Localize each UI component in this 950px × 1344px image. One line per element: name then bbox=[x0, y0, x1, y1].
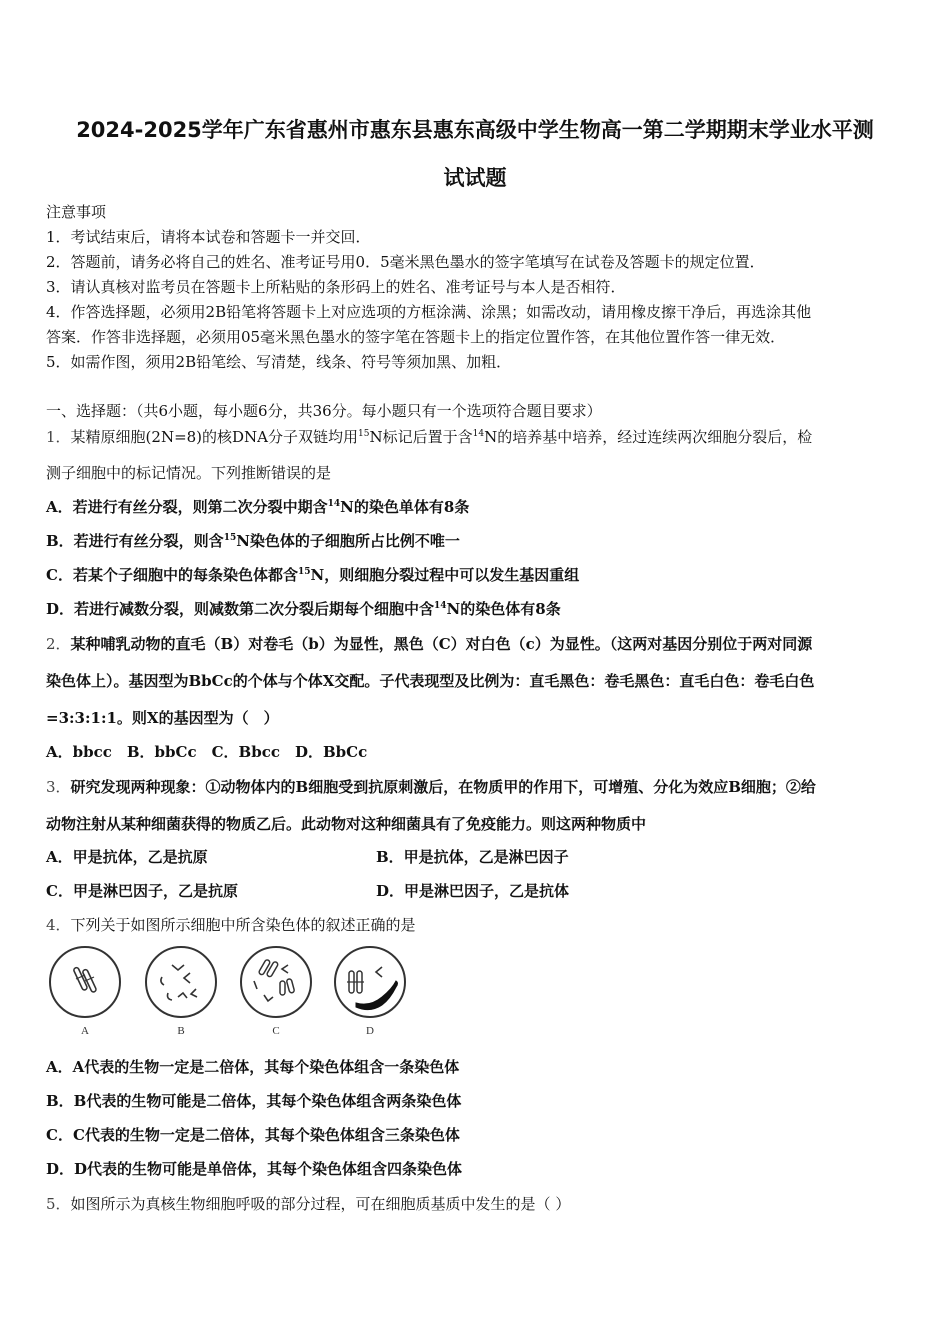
q1-sup-14: 14 bbox=[472, 429, 485, 439]
cell-label-b: B bbox=[177, 1025, 185, 1037]
q1-opt-b-part-b: N染色体的子细胞所占比例不唯一 bbox=[236, 532, 460, 550]
question-5-stem bbox=[46, 1195, 570, 1213]
cell-c bbox=[241, 947, 311, 1017]
notice-item-5: 5．如需作图，须用2B铅笔绘、写清楚，线条、符号等须加黑、加粗． bbox=[46, 353, 512, 371]
question-3-number: 3． bbox=[46, 778, 71, 796]
q2-line-1-text: 某种哺乳动物的直毛（B）对卷毛（b）为显性，黑色（C）对白色（c）为显性。（这两对基因分别位于两对同源 bbox=[70, 635, 813, 653]
q1-opt-c-part-a: C．若某个子细胞中的每条染色体都含 bbox=[46, 566, 298, 584]
question-1-option-d bbox=[46, 600, 561, 618]
question-1-number: 1． bbox=[46, 428, 71, 446]
question-3-line-2: 动物注射从某种细菌获得的物质乙后。此动物对这种细菌具有了免疫能力。则这两种物质中 bbox=[46, 815, 647, 833]
cell-b bbox=[146, 947, 216, 1017]
notice-item-1: 1．考试结束后，请将本试卷和答题卡一并交回． bbox=[46, 228, 371, 246]
question-2-line-3: =3:3:1:1。则X的基因型为（ ） bbox=[46, 709, 279, 727]
q1-sup-15: 15 bbox=[358, 429, 370, 439]
question-4-number: 4． bbox=[46, 916, 71, 934]
q1-opt-a-part-a: A．若进行有丝分裂，则第二次分裂中期含 bbox=[46, 498, 328, 516]
q5-stem-text: 如图所示为真核生物细胞呼吸的部分过程，可在细胞质基质中发生的是（ ） bbox=[70, 1195, 571, 1213]
question-3-option-c: C．甲是淋巴因子，乙是抗原 bbox=[46, 882, 238, 900]
q1-opt-c-part-b: N，则细胞分裂过程中可以发生基因重组 bbox=[310, 566, 580, 584]
notice-heading: 注意事项 bbox=[46, 203, 107, 221]
question-5-number: 5． bbox=[46, 1195, 71, 1213]
q3-line-1-text: 研究发现两种现象：①动物体内的B细胞受到抗原刺激后，在物质甲的作用下，可增殖、分化为效应B细胞；②给 bbox=[70, 778, 816, 796]
q1-stem-part-a: 某精原细胞(2N=8)的核DNA分子双链均用 bbox=[70, 428, 359, 446]
section-heading: 一、选择题：（共6小题，每小题6分，共36分。每小题只有一个选项符合题目要求） bbox=[46, 402, 602, 420]
question-4-stem bbox=[46, 916, 416, 934]
q1-opt-a-part-b: N的染色单体有8条 bbox=[340, 498, 470, 516]
question-1-stem bbox=[46, 428, 812, 446]
question-3-line-1 bbox=[46, 778, 816, 796]
cell-label-c: C bbox=[272, 1025, 280, 1037]
question-1-option-b bbox=[46, 532, 460, 550]
question-1-option-a bbox=[46, 498, 469, 516]
question-1-option-c bbox=[46, 566, 579, 584]
question-4-option-c: C．C代表的生物一定是二倍体，其每个染色体组含三条染色体 bbox=[46, 1126, 460, 1144]
notice-item-3: 3．请认真核对监考员在答题卡上所粘贴的条形码上的姓名、准考证号与本人是否相符． bbox=[46, 278, 626, 296]
q1-opt-d-part-a: D．若进行减数分裂，则减数第二次分裂后期每个细胞中含 bbox=[46, 600, 435, 618]
question-4-option-d: D．D代表的生物可能是单倍体，其每个染色体组含四条染色体 bbox=[46, 1160, 463, 1178]
question-2-options: A．bbcc B．bbCc C．Bbcc D．BbCc bbox=[46, 743, 368, 761]
q1-opt-b-part-a: B．若进行有丝分裂，则含 bbox=[46, 532, 224, 550]
cell-label-a: A bbox=[81, 1025, 89, 1037]
question-3-option-b: B．甲是抗体，乙是淋巴因子 bbox=[376, 848, 569, 866]
question-1-stem-line-2: 测子细胞中的标记情况。下列推断错误的是 bbox=[46, 464, 332, 482]
notice-item-4: 4．作答选择题，必须用2B铅笔将答题卡上对应选项的方框涂满、涂黑；如需改动，请用橡皮擦干净后，再选涂其他 bbox=[46, 303, 812, 321]
question-2-number: 2． bbox=[46, 635, 71, 653]
notice-item-4-cont: 答案．作答非选择题，必须用05毫米黑色墨水的签字笔在答题卡上的指定位置作答，在其他位置作答一律无效． bbox=[46, 328, 786, 346]
document-title-line-2: 试试题 bbox=[443, 166, 507, 190]
q1-stem-part-c: N的培养基中培养，经过连续两次细胞分裂后，检 bbox=[484, 428, 813, 446]
q1-opt-c-sup: 15 bbox=[297, 567, 311, 577]
question-2-line-1 bbox=[46, 635, 812, 653]
cell-label-d: D bbox=[366, 1025, 374, 1037]
notice-item-2: 2．答题前，请务必将自己的姓名、准考证号用0．5毫米黑色墨水的签字笔填写在试卷及答题卡的规定位置． bbox=[46, 253, 765, 271]
question-4-option-a: A．A代表的生物一定是二倍体，其每个染色体组含一条染色体 bbox=[46, 1058, 460, 1076]
q1-stem-part-b: N标记后置于含 bbox=[369, 428, 473, 446]
question-3-option-a: A．甲是抗体，乙是抗原 bbox=[46, 848, 208, 866]
chromosome-cells-figure bbox=[44, 945, 414, 1040]
q1-opt-a-sup: 14 bbox=[327, 499, 341, 509]
question-4-option-b: B．B代表的生物可能是二倍体，其每个染色体组含两条染色体 bbox=[46, 1092, 462, 1110]
cell-d bbox=[335, 947, 405, 1017]
cell-a bbox=[50, 947, 120, 1017]
document-title-line-1: 2024-2025学年广东省惠州市惠东县惠东高级中学生物高一第二学期期末学业水平测 bbox=[76, 118, 874, 142]
question-2-line-2: 染色体上）。基因型为BbCc的个体与个体X交配。子代表现型及比例为：直毛黑色：卷毛黑色：直毛白色：卷毛白色 bbox=[46, 672, 815, 690]
q4-stem-text: 下列关于如图所示细胞中所含染色体的叙述正确的是 bbox=[70, 916, 416, 934]
question-3-option-d: D．甲是淋巴因子，乙是抗体 bbox=[376, 882, 570, 900]
q1-opt-b-sup: 15 bbox=[223, 533, 237, 543]
q1-opt-d-part-b: N的染色体有8条 bbox=[446, 600, 561, 618]
q1-opt-d-sup: 14 bbox=[434, 601, 447, 611]
